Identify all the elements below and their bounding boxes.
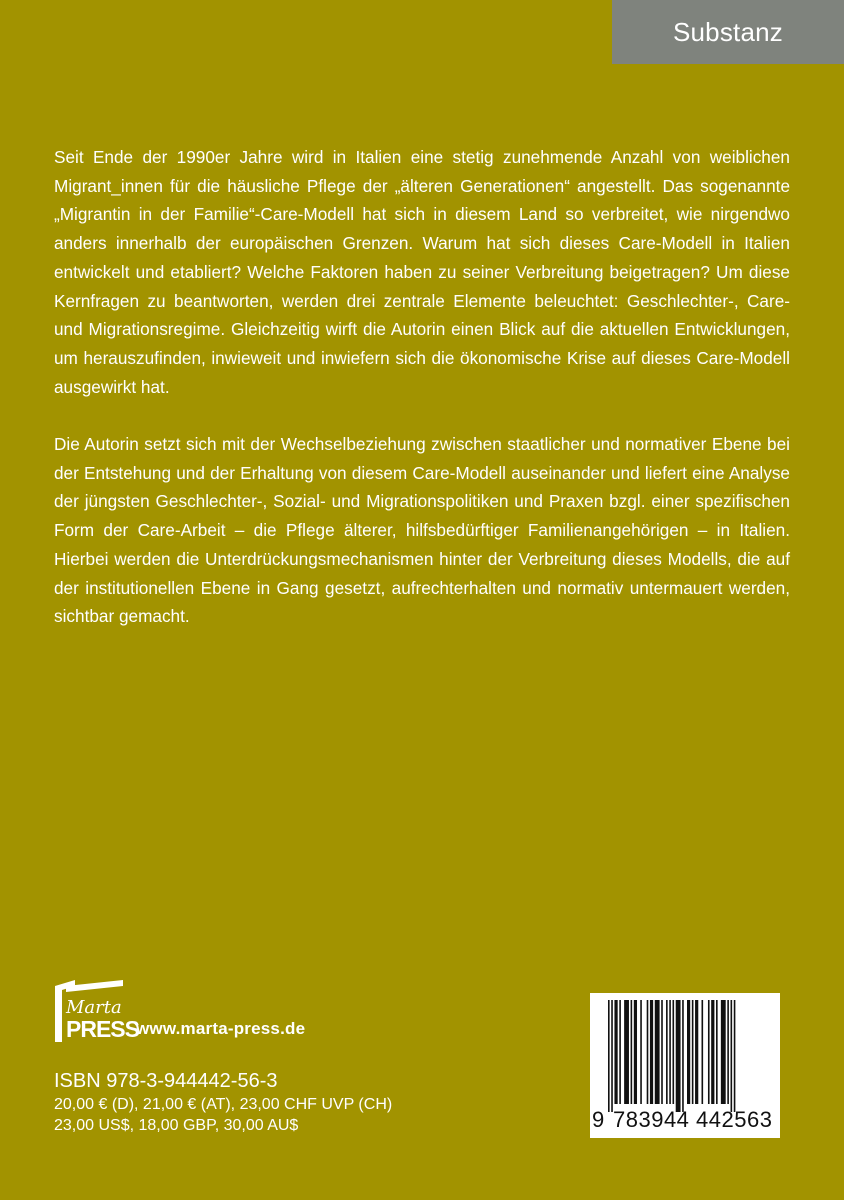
barcode-first-digit: 9 [592, 1107, 605, 1132]
barcode-bar [716, 1000, 718, 1104]
barcode-bar [682, 1000, 684, 1112]
barcode-bar [611, 1000, 613, 1112]
barcode-bar [624, 1000, 629, 1104]
barcode-bar [708, 1000, 710, 1104]
barcode-bar [734, 1000, 736, 1112]
barcode-bar [634, 1000, 637, 1104]
barcode-bar [647, 1000, 649, 1104]
back-cover-blurb [54, 143, 790, 631]
series-label: Substanz [612, 0, 844, 64]
barcode-bar [655, 1000, 660, 1104]
barcode-bar [731, 1000, 733, 1112]
barcode-bar [727, 1000, 729, 1104]
logo-press-text: PRESS [66, 1016, 139, 1042]
barcode-bar [721, 1000, 726, 1104]
blurb-paragraph-2: Die Autorin setzt sich mit der Wechselbeziehung zwischen staatlicher und normativer Ebene bei der Entstehung und der Erhaltung von diesem Care-Modell auseinander und liefert eine Analyse der jüngsten Geschlechter-, Sozial- und Migrationspolitiken und Praxen bzgl. einer spezifischen Form der Care-Arbeit – die Pflege älterer, hilfsbedürftiger Familienangehörigen – in Italien. Hierbei werden die Unterdrückungsmechanismen hinter der Verbreitung dieses Modells, die auf der institutionellen Ebene in Gang gesetzt, aufrechterhalten und normativ untermauert werden, sichtbar gemacht. [54, 434, 790, 627]
barcode-bar [661, 1000, 663, 1104]
barcode-bar [702, 1000, 704, 1104]
isbn-price-block [54, 1068, 474, 1136]
logo-script-text: Marta [66, 997, 122, 1018]
barcode-bar [692, 1000, 694, 1104]
barcode-digits [590, 1106, 780, 1134]
barcode-bar [672, 1000, 674, 1104]
barcode-remaining-digits: 783944 442563 [613, 1107, 773, 1132]
barcode-bar [650, 1000, 653, 1104]
price-line-1: 20,00 € (D), 21,00 € (AT), 23,00 CHF UVP (CH) [54, 1096, 393, 1113]
barcode-bar [640, 1000, 642, 1104]
ean13-barcode-icon [606, 1000, 764, 1112]
barcode-bar [695, 1000, 698, 1104]
barcode-bar [619, 1000, 621, 1104]
blurb-paragraph-1: Seit Ende der 1990er Jahre wird in Italien eine stetig zunehmende Anzahl von weiblichen Migrant_innen für die häusliche Pflege der „älteren Generationen“ angestellt. Das sogenannte „Migrantin in der Familie“-Care-Modell hat sich in diesem Land so verbreitet, wie nirgendwo anders innerhalb der europäischen Grenzen. Warum hat sich dieses Care-Modell in Italien entwickelt und etabliert? Welche Faktoren haben zu seiner Verbreitung beigetragen? Um diese Kernfragen zu beantworten, werden drei zentrale Elemente beleuchtet: Geschlechter-, Care- und Migrationsregime. Gleichzeitig wirft die Autorin einen Blick auf die aktuellen Entwicklungen, um herauszufinden, inwieweit und inwiefern sich die ökonomische Krise auf dieses Care-Modell ausgewirkt hat. [54, 147, 790, 397]
barcode-bar [666, 1000, 668, 1104]
marta-press-logo-icon [54, 979, 139, 1043]
publisher-block [54, 979, 384, 1049]
publisher-website: www.marta-press.de [136, 1019, 306, 1038]
barcode-box [590, 993, 780, 1138]
barcode-bar [687, 1000, 690, 1104]
barcode-bar [676, 1000, 681, 1112]
barcode-bar [608, 1000, 610, 1112]
barcode-bar [669, 1000, 671, 1104]
barcode-bar [631, 1000, 633, 1104]
isbn-number: ISBN 978-3-944442-56-3 [54, 1070, 278, 1092]
barcode-bar [711, 1000, 714, 1104]
barcode-bar [614, 1000, 617, 1104]
price-line-2: 23,00 US$, 18,00 GBP, 30,00 AU$ [54, 1117, 299, 1134]
